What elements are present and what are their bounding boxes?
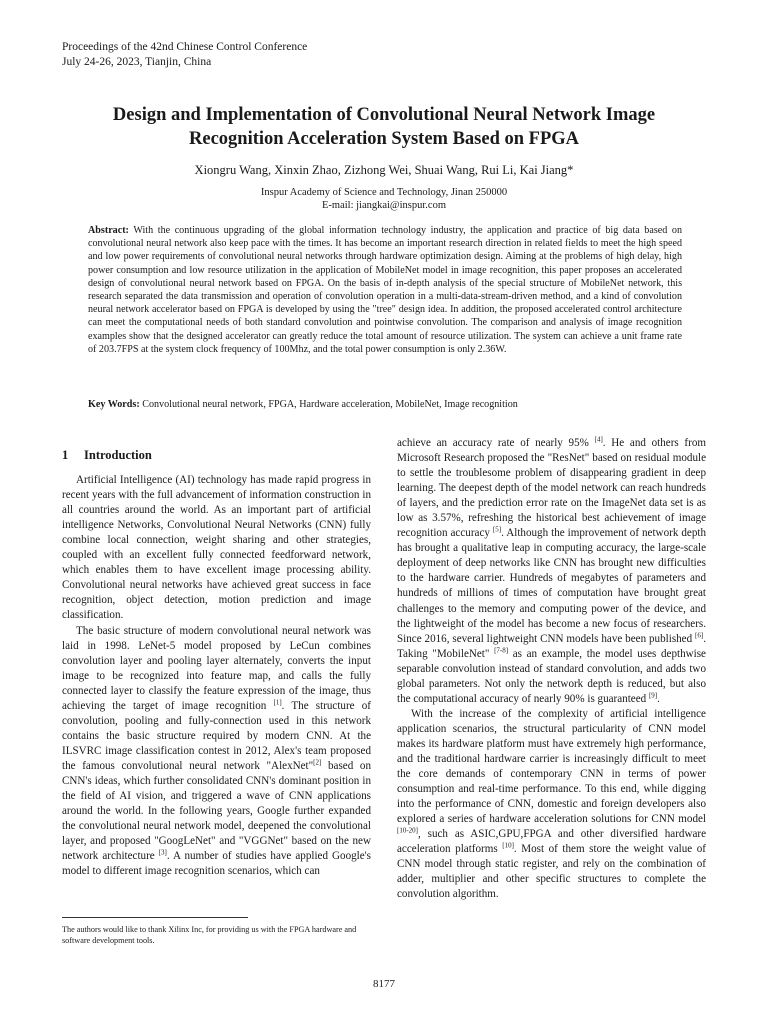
citation: [4] [594,435,603,444]
email: E-mail: jiangkai@inspur.com [322,200,446,211]
footnote: The authors would like to thank Xilinx Inc, for providing us with the FPGA hardware and software development tools. [62,925,357,945]
section-number: 1 [62,448,69,462]
text-run: . He and others from Microsoft Research proposed the "ResNet" based on residual module to settle the troublesome problem of disappearing gradient in deep learning. The deepest depth of the model network can reach hundreds of layers, and the prediction error rate on the ImageNet data set is as low as 3.57%, refreshing the historical best achievement of image recognition accuracy [397,437,706,540]
text-run: . The structure of convolution, pooling and fully-connection used in this network contains the basic structure required by modern CNN. At the ILSVRC image classification contest in 2012, Alex's team proposed the famous convolutional neural network "AlexNet" [62,699,371,772]
text-run: . [657,692,660,705]
text-run: With the increase of the complexity of artificial intelligence application scenarios, the structural particularity of CNN model makes its hardware platform must have extremely high performance, and the traditional hardware carrier is increasingly difficult to meet the core demands of contemporary CNN in terms of power consumption and real-time performance. To this end, while digging into the performance of CNN, domestic and foreign developers also explored a series of hardware acceleration solutions for CNN model [397,707,706,826]
text-run: . Although the improvement of network depth has brought a qualitative leap in computing accuracy, the large-scale deployment of deep networks like CNN has brought new difficulties to the hardware carrier. Hundreds of megabytes of parameters and hundreds of millions of times of computation have brought great challenges to the memory and computing power of the device, and the lightweight of the model has become a new focus of researchers. Since 2016, several lightweight CNN models have been published [397,527,706,645]
footnote-rule [62,917,248,918]
text-run: based on CNN's ideas, which further consolidated CNN's dominant position in the field of AI vision, and triggered a wave of CNN applications around the world. In the following years, Google further expanded the convolutional neural network model, deepened the convolutional layer, and proposed "GoogLeNet" and "VGGNet" based on the new network architecture [62,759,371,863]
intro-paragraph-1: Artificial Intelligence (AI) technology has made rapid progress in recent years with the full advancement of information construction in all countries around the world. As an important part of artificial intelligence Networks, Convolutional Neural Networks (CNN) fully combine local connection, weight sharing and other strategies, coupled with an excellent fully connected feedforward network, which enables them to have excellent image processing ability. Convolutional neural networks have achieved great success in face recognition, object detection, motion prediction and image classification. [62,474,371,622]
title-line-2: Recognition Acceleration System Based on FPGA [189,129,579,149]
abstract-text: With the continuous upgrading of the global information technology industry, the application and practice of big data based on convolutional neural network also keep pace with the times. It has become an important research direction in related fields to meet the high speed and low power requirements of convolutional neural networks through hardware optimization design. Aiming at the problems of high delay, high power consumption and low resource utilization in the application of MobileNet model in image recognition, this paper proposes an accelerated design of convolutional neural network based on FPGA. On the basis of in-depth analysis of the special structure of MobileNet network, this research separated the data transmission and operation of convolution operation in a multi-data-stream-driven method, and a kind of convolution neural network accelerator based on FPGA is developed by using the "tree" design idea. In addition, the proposed accelerated control architecture can meet the computational needs of both standard convolution and pointwise convolution. The comparison and analysis of image recognition examples show that the designed accelerator can greatly reduce the total amount of resource utilization. The system can achieve a unit frame rate of 203.7FPS at the system clock frequency of 100Mhz, and the total power consumption is only 2.36W. [88,225,682,355]
text-run: . Most of them store the weight value of CNN model through static register, and rely on the combination of adder, multiplier and other specific structures to complete the convolution algorithm. [397,843,706,901]
conference-name: Proceedings of the 42nd Chinese Control Conference [62,41,308,53]
citation: [10-20] [397,826,418,835]
conference-header [62,40,307,70]
citation: [2] [313,758,322,767]
abstract-label: Abstract: [88,225,129,236]
title-line-1: Design and Implementation of Convolutional Neural Network Image [112,105,656,125]
citation: [9] [648,691,658,700]
citation: [3] [158,848,167,857]
section-heading [62,448,371,463]
abstract [88,224,682,356]
author-list: Xiongru Wang, Xinxin Zhao, Zizhong Wei, Shuai Wang, Rui Li, Kai Jiang* [194,163,574,177]
citation: [10] [502,841,514,850]
text-run: . A number of studies have applied Google's model to different image recognition scenarios, which can [62,850,371,878]
affiliation: Inspur Academy of Science and Technology, Jinan 250000 [260,187,508,198]
text-run: , such as ASIC,GPU,FPGA and other diversified hardware acceleration platforms [397,828,706,856]
right-column [397,436,706,902]
intro-paragraph-2-continued [397,436,706,707]
page-number: 8177 [373,978,395,990]
keywords-label: Key Words: [88,399,140,410]
intro-paragraph-2 [62,624,371,880]
text-run: as an example, the model uses depthwise separable convolution instead of standard convolution, and adds two global parameters. Not only the network depth is reduced, but also the computational accuracy of nearly 90% is guaranteed [397,647,706,705]
citation: [6] [695,630,704,639]
affiliation-block [40,186,728,212]
citation: [5] [492,525,502,534]
text-run: The basic structure of modern convolutional neural network was laid in 1998. LeNet-5 model proposed by LeCun combines convolution layer and pooling layer alternately, converts the input image to be recognized into feature map, and calls the fully connected layer to classify the feature expression of the image, thus achieving the target of image recognition [62,624,371,712]
citation: [7-8] [494,645,509,654]
section-title: Introduction [84,448,152,462]
intro-paragraph-3 [397,707,706,903]
paper-title [40,103,728,151]
keywords-text: Convolutional neural network, FPGA, Hardware acceleration, MobileNet, Image recognition [142,399,518,410]
citation: [1] [273,698,282,707]
conference-date-location: July 24-26, 2023, Tianjin, China [62,56,212,68]
keywords [88,398,682,411]
left-column [62,448,371,879]
text-run: achieve an accuracy rate of nearly 95% [397,437,595,449]
text-run: . Taking "MobileNet" [397,632,706,660]
